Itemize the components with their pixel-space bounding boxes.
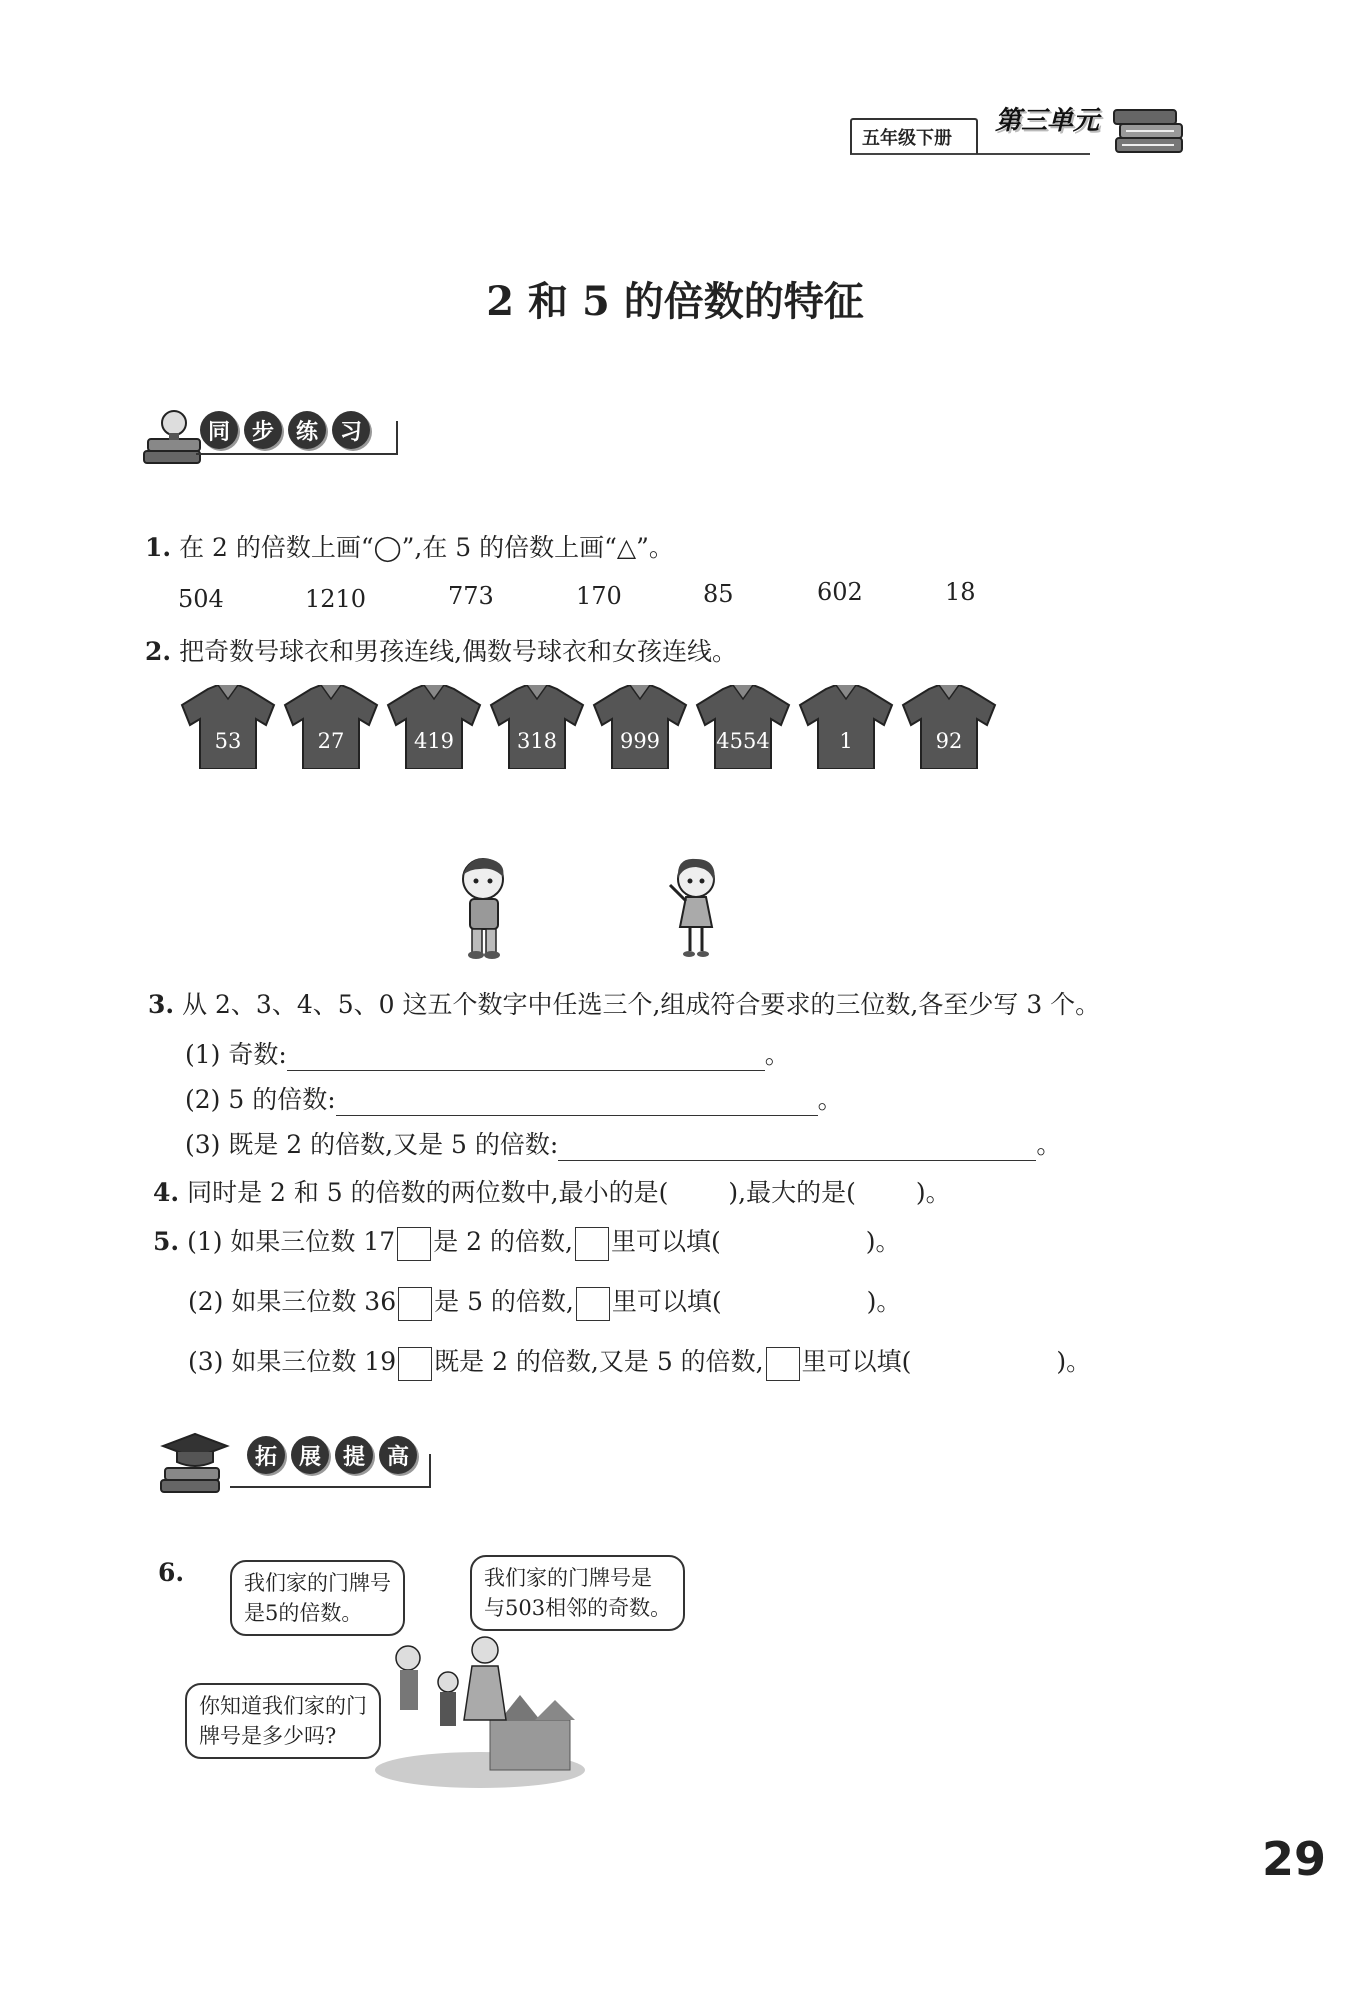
q3-item-3 xyxy=(185,1125,1061,1161)
q3-item-label: (3) 既是 2 的倍数,又是 5 的倍数: xyxy=(185,1130,559,1159)
q3-item-1 xyxy=(185,1035,790,1071)
boy-figure[interactable] xyxy=(450,855,520,960)
q5-text: 里可以填( xyxy=(610,1227,721,1256)
jersey-number: 419 xyxy=(413,729,455,753)
question-3-number: 3. xyxy=(148,990,175,1019)
answer-line[interactable] xyxy=(336,1091,818,1116)
question-3 xyxy=(148,985,1100,1021)
jersey[interactable] xyxy=(592,685,688,769)
extension-char-1: 拓 xyxy=(247,1436,285,1474)
jersey[interactable] xyxy=(695,685,791,769)
q3-item-end: 。 xyxy=(764,1040,790,1069)
q5-text: 既是 2 的倍数,又是 5 的倍数, xyxy=(434,1347,764,1376)
jersey-number: 999 xyxy=(619,729,661,753)
practice-char-4: 习 xyxy=(332,411,370,449)
q1-number: 170 xyxy=(576,582,622,610)
question-6-number: 6. xyxy=(158,1558,185,1587)
question-3-text: 从 2、3、4、5、0 这五个数字中任选三个,组成符合要求的三位数,各至少写 3 个。 xyxy=(182,990,1101,1019)
question-5-item-2 xyxy=(188,1282,901,1321)
jersey-number: 27 xyxy=(317,729,345,753)
question-4-part2: ),最大的是( xyxy=(728,1178,856,1207)
extension-char-4: 高 xyxy=(379,1436,417,1474)
practice-char-1: 同 xyxy=(200,411,238,449)
q1-number: 85 xyxy=(703,580,734,608)
question-2-number: 2. xyxy=(145,637,172,666)
question-1 xyxy=(145,528,674,564)
answer-line[interactable] xyxy=(287,1046,765,1071)
jersey[interactable] xyxy=(798,685,894,769)
jersey-number: 1 xyxy=(839,729,853,753)
speech-bubble-3: 你知道我们家的门 牌号是多少吗? xyxy=(185,1683,381,1759)
section-underline xyxy=(230,1486,430,1488)
practice-char-2: 步 xyxy=(244,411,282,449)
q5-text: 里可以填( xyxy=(611,1287,722,1316)
jersey-number: 318 xyxy=(516,729,558,753)
digit-box[interactable] xyxy=(398,1287,432,1321)
page-number: 29 xyxy=(1262,1832,1327,1886)
q1-number: 773 xyxy=(448,582,494,610)
question-4-part1: 同时是 2 和 5 的倍数的两位数中,最小的是( xyxy=(187,1178,669,1207)
book-stack-icon xyxy=(1110,98,1190,164)
unit-label: 第三单元 xyxy=(995,106,1100,136)
practice-char-3: 练 xyxy=(288,411,326,449)
q5-text: 是 2 的倍数, xyxy=(433,1227,573,1256)
q5-text: )。 xyxy=(1056,1347,1092,1376)
jersey[interactable] xyxy=(180,685,276,769)
digit-box[interactable] xyxy=(398,1347,432,1381)
q1-number: 602 xyxy=(817,578,863,606)
jersey[interactable] xyxy=(489,685,585,769)
question-5-item-3 xyxy=(188,1342,1091,1381)
question-2 xyxy=(145,632,737,668)
question-4-part3: )。 xyxy=(915,1178,951,1207)
q5-text: )。 xyxy=(865,1227,901,1256)
jersey-number: 92 xyxy=(935,729,963,753)
family-scene-illustration xyxy=(370,1610,590,1790)
jersey-number: 53 xyxy=(214,729,242,753)
graduation-cap-books-icon xyxy=(155,1428,230,1508)
q3-item-2 xyxy=(185,1080,843,1116)
q5-text: (3) 如果三位数 19 xyxy=(188,1347,397,1376)
q3-item-label: (2) 5 的倍数: xyxy=(185,1085,336,1114)
speech-bubble-1: 我们家的门牌号 是5的倍数。 xyxy=(230,1560,405,1636)
section-header-practice xyxy=(140,405,440,475)
jersey[interactable] xyxy=(386,685,482,769)
q5-text: (1) 如果三位数 17 xyxy=(187,1227,396,1256)
grade-label: 五年级下册 xyxy=(862,128,952,149)
section-underline-end xyxy=(396,421,398,455)
digit-box[interactable] xyxy=(575,1227,609,1261)
section-underline xyxy=(196,453,396,455)
question-1-number: 1. xyxy=(145,533,172,562)
digit-box[interactable] xyxy=(576,1287,610,1321)
question-1-text: 在 2 的倍数上画“◯”,在 5 的倍数上画“△”。 xyxy=(179,533,674,562)
q1-number: 504 xyxy=(178,585,224,613)
q1-number: 18 xyxy=(945,578,976,606)
q5-text: (2) 如果三位数 36 xyxy=(188,1287,397,1316)
q5-text: 里可以填( xyxy=(801,1347,912,1376)
question-4 xyxy=(153,1173,951,1209)
q1-number: 1210 xyxy=(305,585,367,613)
extension-char-3: 提 xyxy=(335,1436,373,1474)
question-6 xyxy=(158,1558,184,1587)
question-5-number: 5. xyxy=(153,1227,180,1256)
jersey[interactable] xyxy=(283,685,379,769)
question-2-text: 把奇数号球衣和男孩连线,偶数号球衣和女孩连线。 xyxy=(179,637,738,666)
question-4-number: 4. xyxy=(153,1178,180,1207)
jersey-number: 4554 xyxy=(716,729,770,753)
girl-figure[interactable] xyxy=(662,855,728,960)
q3-item-end: 。 xyxy=(817,1085,843,1114)
jersey[interactable] xyxy=(901,685,997,769)
question-5-item-1 xyxy=(153,1222,900,1261)
answer-line[interactable] xyxy=(558,1136,1036,1161)
q3-item-label: (1) 奇数: xyxy=(185,1040,287,1069)
digit-box[interactable] xyxy=(397,1227,431,1261)
section-underline-end xyxy=(429,1454,431,1488)
q3-item-end: 。 xyxy=(1036,1130,1062,1159)
section-header-extension xyxy=(155,1428,455,1508)
page-title: 2 和 5 的倍数的特征 xyxy=(486,278,864,325)
speech-bubble-2: 我们家的门牌号是 与503相邻的奇数。 xyxy=(470,1555,685,1631)
digit-box[interactable] xyxy=(766,1347,800,1381)
extension-char-2: 展 xyxy=(291,1436,329,1474)
q5-text: )。 xyxy=(866,1287,902,1316)
q5-text: 是 5 的倍数, xyxy=(434,1287,574,1316)
